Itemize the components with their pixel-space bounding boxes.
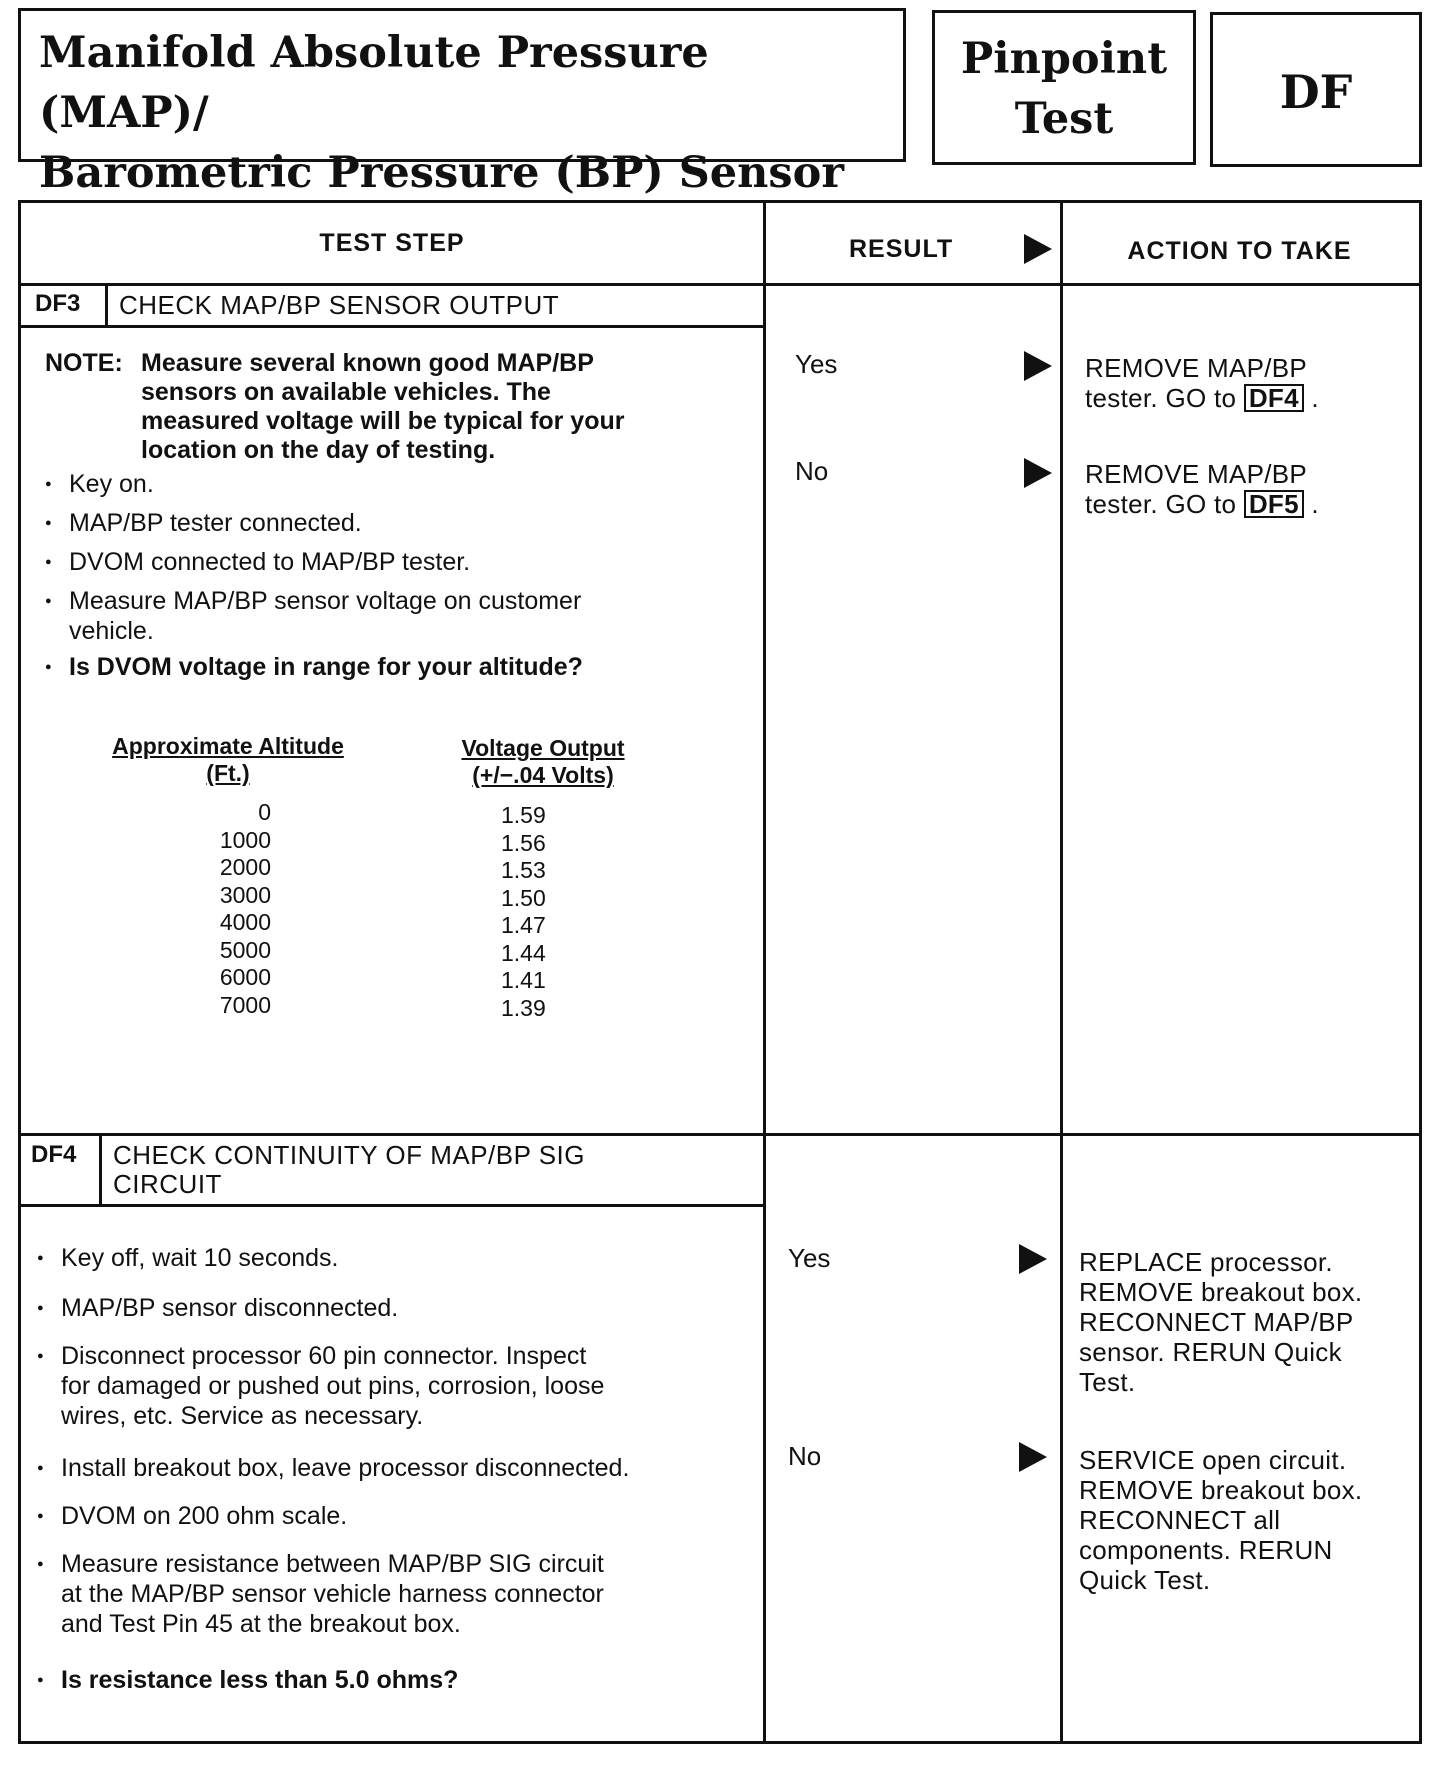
title-box (18, 8, 906, 198)
action-header: ACTION TO TAKE (1127, 237, 1352, 265)
df4-step-title: CHECK CONTINUITY OF MAP/BP SIG CIRCUIT (113, 1140, 585, 1199)
df4-result-yes: Yes (788, 1243, 831, 1273)
df3-result-yes: Yes (795, 349, 838, 379)
df3-action-yes: REMOVE MAP/BP tester. GO to DF4 . (1085, 353, 1319, 413)
altitude-value: 5000 (219, 936, 271, 963)
df4-title-divider (21, 1204, 763, 1207)
df4-yes-arrow-icon (1019, 1244, 1047, 1274)
test-label: Test (1014, 94, 1114, 144)
altitude-value: 1000 (219, 826, 271, 853)
voltage-values (501, 802, 601, 1022)
df4-bullet-1: ● Key off, wait 10 seconds. (35, 1243, 338, 1273)
df3-bullet-1: ● Key on. (43, 469, 154, 499)
df3-bullet-3: ● DVOM connected to MAP/BP tester. (43, 547, 470, 577)
df3-bullet-2: ● MAP/BP tester connected. (43, 508, 362, 538)
page-title-line2: Barometric Pressure (BP) Sensor (39, 148, 844, 198)
df3-action-no: REMOVE MAP/BP tester. GO to DF5 . (1085, 459, 1319, 519)
df3-result-no: No (795, 456, 829, 486)
df4-id-divider (99, 1133, 102, 1204)
df4-bullet-2: ● MAP/BP sensor disconnected. (35, 1293, 398, 1323)
altitude-column-header: Approximate Altitude (Ft.) (112, 733, 344, 786)
altitude-value: 2000 (219, 854, 271, 880)
df4-action-yes: REPLACE processor. REMOVE breakout box. RECONNECT MAP/BP sensor. RERUN Quick Test. (1079, 1247, 1363, 1397)
df3-note-text: Measure several known good MAP/BP sensors on available vehicles. The measured voltage will be typical for your location on the day of testing. (141, 349, 625, 464)
pinpoint-test-table (18, 200, 1422, 1744)
df4-question: ● Is resistance less than 5.0 ohms? (35, 1665, 458, 1695)
df4-reference[interactable]: DF4 (1244, 384, 1304, 412)
column-divider-action (1060, 203, 1063, 1741)
df3-note-label: NOTE: (45, 349, 123, 377)
altitude-value: 0 (258, 799, 271, 825)
altitude-value: 4000 (219, 909, 271, 935)
voltage-value: 1.44 (501, 939, 546, 966)
pinpoint-test-box (932, 10, 1196, 165)
df4-bullet-4: ● Install breakout box, leave processor disconnected. (35, 1453, 629, 1483)
result-arrow-icon (1024, 234, 1052, 264)
voltage-value: 1.50 (501, 884, 546, 911)
df3-step-id: DF3 (35, 290, 81, 317)
altitude-value: 6000 (219, 964, 271, 990)
test-step-header: TEST STEP (319, 229, 465, 257)
df4-step-id: DF4 (31, 1141, 77, 1168)
voltage-value: 1.39 (501, 994, 546, 1021)
df3-step-title: CHECK MAP/BP SENSOR OUTPUT (119, 290, 560, 320)
header-divider (21, 283, 1419, 286)
voltage-value: 1.47 (501, 912, 546, 938)
df4-bullet-5: ● DVOM on 200 ohm scale. (35, 1501, 347, 1531)
df4-no-arrow-icon (1019, 1442, 1047, 1472)
test-code-box (1210, 12, 1422, 167)
altitude-value: 3000 (219, 881, 271, 908)
voltage-value: 1.53 (501, 857, 546, 883)
df3-id-divider (105, 283, 108, 325)
df4-action-no: SERVICE open circuit. REMOVE breakout box. RECONNECT all components. RERUN Quick Test. (1079, 1445, 1363, 1595)
voltage-value: 1.41 (501, 967, 546, 993)
pinpoint-label: Pinpoint (960, 34, 1168, 84)
df3-title-divider (21, 325, 763, 328)
df3-df4-divider (21, 1133, 1419, 1136)
df4-bullet-3: ● Disconnect processor 60 pin connector. Inspect for damaged or pushed out pins, corrosion, loose wires, etc. Service as necessary. (35, 1341, 755, 1431)
df4-bullet-6: ● Measure resistance between MAP/BP SIG circuit at the MAP/BP sensor vehicle harness connector and Test Pin 45 at the breakout box. (35, 1549, 755, 1639)
df5-reference[interactable]: DF5 (1244, 490, 1304, 518)
altitude-value: 7000 (219, 991, 271, 1018)
test-code: DF (1279, 65, 1353, 119)
voltage-value: 1.59 (501, 802, 546, 828)
df3-question: ● Is DVOM voltage in range for your altitude? (43, 652, 583, 682)
df3-bullet-4: ● Measure MAP/BP sensor voltage on customer vehicle. (43, 586, 743, 646)
df3-no-arrow-icon (1024, 458, 1052, 488)
df3-yes-arrow-icon (1024, 351, 1052, 381)
page-title-line1: Manifold Absolute Pressure (MAP)/ (39, 28, 709, 138)
result-header: RESULT (849, 235, 954, 263)
altitude-values (171, 799, 271, 1019)
voltage-column-header: Voltage Output (+/−.04 Volts) (461, 735, 625, 788)
df4-result-no: No (788, 1441, 822, 1471)
voltage-value: 1.56 (501, 829, 546, 856)
column-divider-result (763, 203, 766, 1741)
